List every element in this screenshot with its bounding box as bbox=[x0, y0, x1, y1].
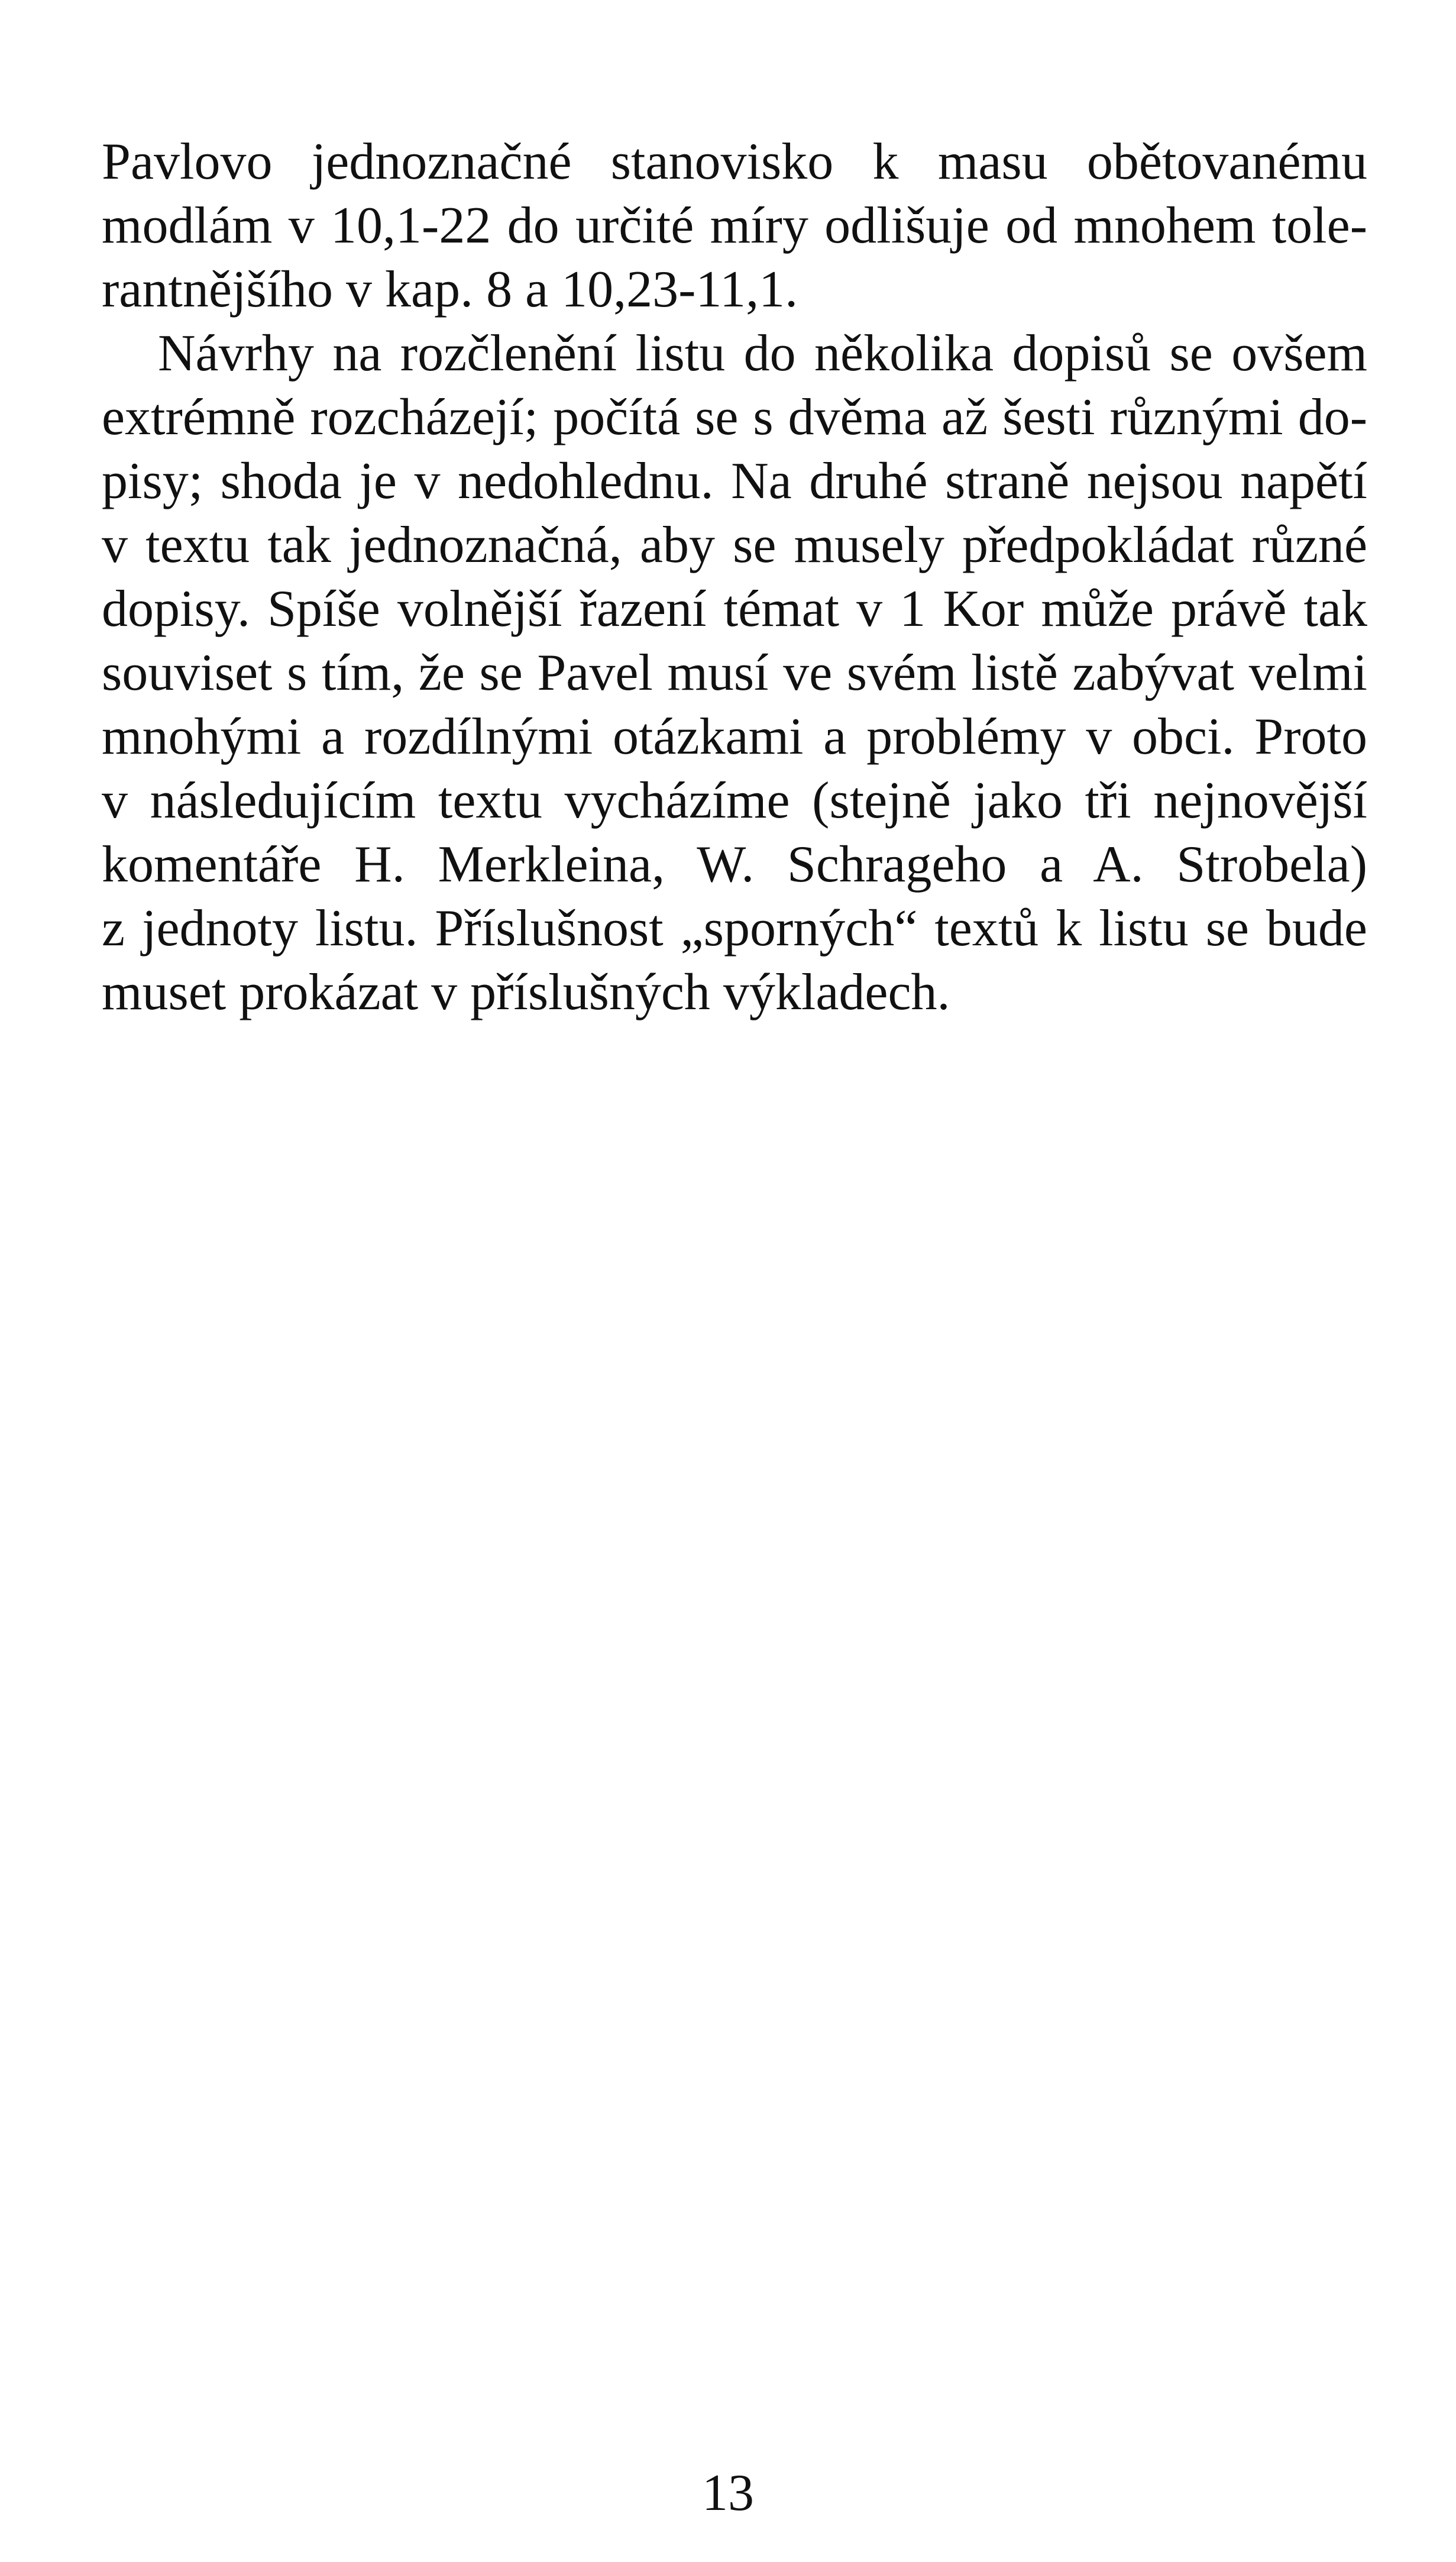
paragraph-2-line-6: souviset s tím, že se Pavel musí ve svém listě zabývat velmi bbox=[102, 644, 1367, 702]
paragraph-1-line-1: Pavlovo jednoznačné stanovisko k masu obětovanému bbox=[102, 133, 1367, 190]
page-number: 13 bbox=[702, 2464, 754, 2522]
paragraph-2-line-11: muset prokázat v příslušných výkladech. bbox=[102, 964, 950, 1021]
paragraph-2-line-10: z jednoty listu. Příslušnost „sporných“ textů k listu se bude bbox=[102, 900, 1367, 957]
paragraph-2-line-8: v následujícím textu vycházíme (stejně jako tři nejnovější bbox=[102, 772, 1367, 829]
paragraph-2-line-3: pisy; shoda je v nedohlednu. Na druhé straně nejsou napětí bbox=[102, 453, 1367, 510]
paragraph-2-line-9: komentáře H. Merkleina, W. Schrageho a A. Strobela) bbox=[102, 836, 1367, 893]
paragraph-2-line-7: mnohými a rozdílnými otázkami a problémy v obci. Proto bbox=[102, 708, 1367, 765]
paragraph-1-line-2: modlám v 10,1-22 do určité míry odlišuje od mnohem tole- bbox=[102, 197, 1367, 254]
paragraph-1-line-3: rantnějšího v kap. 8 a 10,23-11,1. bbox=[102, 261, 798, 318]
paragraph-2-line-5: dopisy. Spíše volnější řazení témat v 1 Kor může právě tak bbox=[102, 580, 1367, 638]
body-text bbox=[102, 130, 1367, 1025]
paragraph-2-line-2: extrémně rozcházejí; počítá se s dvěma až šesti různými do- bbox=[102, 389, 1367, 446]
paragraph-2-line-4: v textu tak jednoznačná, aby se musely předpokládat různé bbox=[102, 516, 1367, 574]
paragraph-2-line-1: Návrhy na rozčlenění listu do několika dopisů se ovšem bbox=[158, 325, 1367, 382]
